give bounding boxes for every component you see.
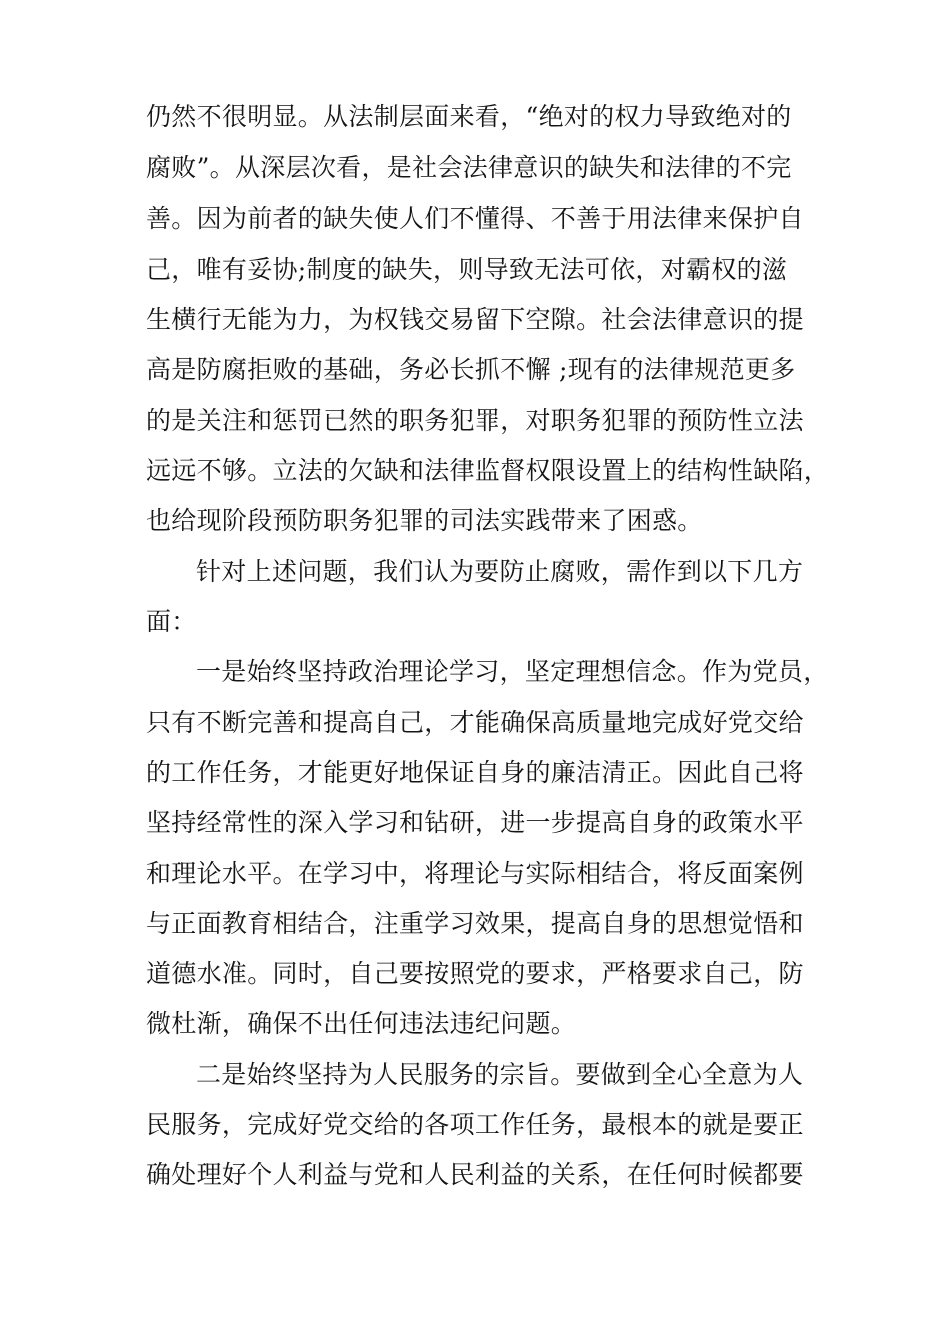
text-line: 善。因为前者的缺失使人们不懂得、不善于用法律来保护自: [146, 204, 804, 233]
text-line: 和理论水平。在学习中，将理论与实际相结合，将反面案例: [146, 859, 804, 888]
text-line: 生横行无能为力，为权钱交易留下空隙。社会法律意识的提: [146, 305, 804, 334]
text-line: 与正面教育相结合，注重学习效果，提高自身的思想觉悟和: [146, 909, 804, 938]
text-line: 的是关注和惩罚已然的职务犯罪，对职务犯罪的预防性立法: [146, 406, 804, 435]
text-line: 针对上述问题，我们认为要防止腐败，需作到以下几方: [196, 557, 804, 586]
text-line: 腐败”。从深层次看，是社会法律意识的缺失和法律的不完: [146, 153, 792, 182]
text-line: 确处理好个人利益与党和人民利益的关系，在任何时候都要: [146, 1160, 804, 1189]
text-line: 只有不断完善和提高自己，才能确保高质量地完成好党交给: [146, 708, 804, 737]
text-line: 己，唯有妥协;制度的缺失，则导致无法可依，对霸权的滋: [146, 255, 788, 284]
text-line: 也给现阶段预防职务犯罪的司法实践带来了困惑。: [146, 506, 703, 535]
text-line: 坚持经常性的深入学习和钻研，进一步提高自身的政策水平: [146, 808, 804, 837]
text-line: 仍然不很明显。从法制层面来看，“绝对的权力导致绝对的: [146, 102, 792, 131]
text-line: 民服务，完成好党交给的各项工作任务，最根本的就是要正: [146, 1110, 804, 1139]
text-line: 二是始终坚持为人民服务的宗旨。要做到全心全意为人: [196, 1060, 804, 1089]
text-line: 远远不够。立法的欠缺和法律监督权限设置上的结构性缺陷，: [146, 456, 830, 485]
text-line: 面：: [146, 607, 197, 636]
text-line: 道德水准。同时，自己要按照党的要求，严格要求自己，防: [146, 959, 804, 988]
text-line: 一是始终坚持政治理论学习，坚定理想信念。作为党员，: [196, 657, 829, 686]
text-line: 的工作任务，才能更好地保证自身的廉洁清正。因此自己将: [146, 758, 804, 787]
text-line: 高是防腐拒败的基础，务必长抓不懈 ;现有的法律规范更多: [146, 355, 796, 384]
text-line: 微杜渐，确保不出任何违法违纪问题。: [146, 1009, 577, 1038]
